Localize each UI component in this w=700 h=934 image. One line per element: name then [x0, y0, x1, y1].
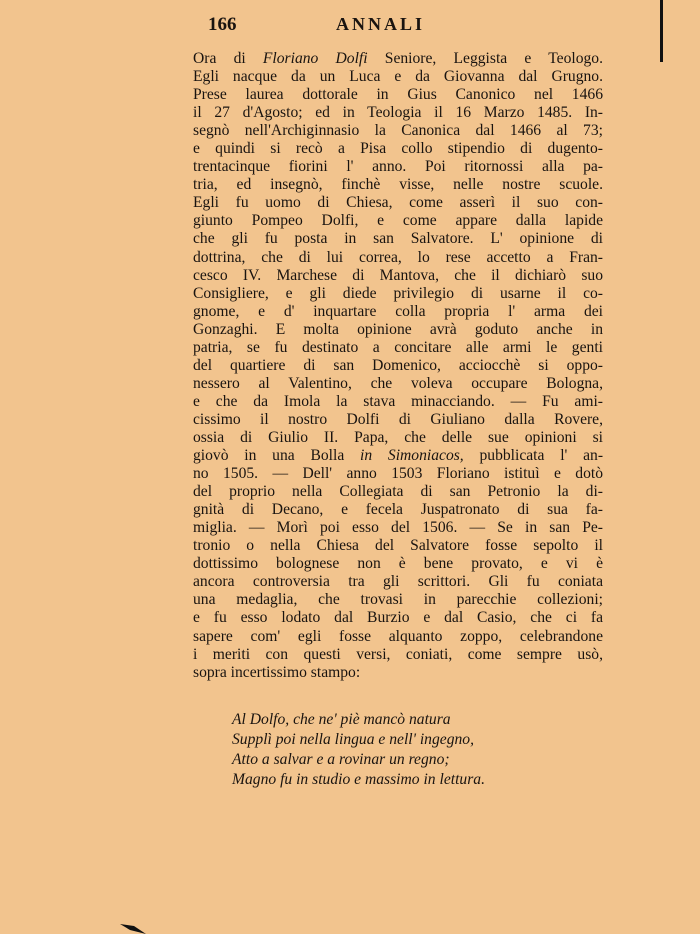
- body-line: trentacinque fiorini l' anno. Poi ritornossi alla pa-: [193, 158, 603, 176]
- body-line: del quartiere di san Domenico, acciocchè si oppo-: [193, 356, 603, 374]
- body-line: segnò nell'Archiginnasio la Canonica dal 1466 al 73;: [193, 122, 603, 140]
- body-line: cissimo il nostro Dolfi di Giuliano dalla Rovere,: [193, 410, 603, 428]
- body-line: patria, se fu destinato a concitare alle armi le genti: [193, 338, 603, 356]
- corner-ink-mark: [120, 922, 146, 934]
- body-line: Consigliere, e gli diede privilegio di usarne il co-: [193, 284, 603, 302]
- body-line: e che da Imola la stava minacciando. — Fu ami-: [193, 392, 603, 410]
- body-line: ossia di Giulio II. Papa, che delle sue opinioni si: [193, 428, 603, 446]
- body-line: gnità di Decano, e fecela Juspatronato di sua fa-: [193, 501, 603, 519]
- body-line: e quindi si recò a Pisa collo stipendio di dugento-: [193, 140, 603, 158]
- body-line: cesco IV. Marchese di Mantova, che il dichiarò suo: [193, 266, 603, 284]
- body-line: ancora controversia tra gli scrittori. Gli fu coniata: [193, 573, 603, 591]
- body-line: no 1505. — Dell' anno 1503 Floriano istituì e dotò: [193, 465, 603, 483]
- body-line: dottrina, che di lui correa, lo rese accetto a Fran-: [193, 248, 603, 266]
- body-line: Egli nacque da un Luca e da Giovanna dal Grugno.: [193, 68, 603, 86]
- verse-line: Atto a salvar e a rovinar un regno;: [232, 751, 450, 768]
- body-line: Prese laurea dottorale in Gius Canonico nel 1466: [193, 86, 603, 104]
- body-line: tronio o nella Chiesa del Salvatore fosse sepolto il: [193, 537, 603, 555]
- verse-line: Magno fu in studio e massimo in lettura.: [232, 771, 485, 788]
- body-line: i meriti con questi versi, coniati, come sempre usò,: [193, 645, 603, 663]
- body-line: il 27 d'Agosto; ed in Teologia il 16 Marzo 1485. In-: [193, 104, 603, 122]
- body-line: e fu esso lodato dal Burzio e dal Casio, che ci fa: [193, 609, 603, 627]
- body-line: nessero al Valentino, che voleva occupare Bologna,: [193, 374, 603, 392]
- body-line: miglia. — Morì poi esso del 1506. — Se in san Pe-: [193, 519, 603, 537]
- verse-quotation: [232, 710, 592, 790]
- body-line: Egli fu uomo di Chiesa, come asserì il suo con-: [193, 194, 603, 212]
- body-line: dottissimo bolognese non è bene provato, e vi è: [193, 555, 603, 573]
- body-line: Gonzaghi. E molta opinione avrà goduto anche in: [193, 320, 603, 338]
- page-header: [208, 14, 608, 40]
- page-number: 166: [208, 14, 237, 35]
- verse-line: Supplì poi nella lingua e nell' ingegno,: [232, 731, 474, 748]
- body-line: giovò in una Bolla in Simoniacos, pubblicata l' an-: [193, 447, 604, 465]
- body-line: gnome, e d' inquartare colla propria l' arma dei: [193, 302, 603, 320]
- body-line: sapere com' egli fosse alquanto zoppo, celebrandone: [193, 627, 603, 645]
- running-title: ANNALI: [336, 14, 426, 34]
- body-line: sopra incertissimo stampo:: [193, 663, 361, 681]
- body-line: Ora di Floriano Dolfi Seniore, Leggista e Teologo.: [193, 50, 603, 67]
- body-line: giunto Pompeo Dolfi, e come appare dalla lapide: [193, 212, 603, 230]
- body-line: del proprio nella Collegiata di san Petronio la di-: [193, 483, 603, 501]
- body-line: che gli fu posta in san Salvatore. L' opinione di: [193, 230, 603, 248]
- body-paragraph: [193, 50, 603, 682]
- page-edge-line: [660, 0, 663, 62]
- verse-line: Al Dolfo, che ne' piè mancò natura: [232, 711, 451, 728]
- body-line: una medaglia, che trovasi in parecchie collezioni;: [193, 591, 603, 609]
- body-line: tria, ed insegnò, finchè visse, nelle nostre scuole.: [193, 176, 603, 194]
